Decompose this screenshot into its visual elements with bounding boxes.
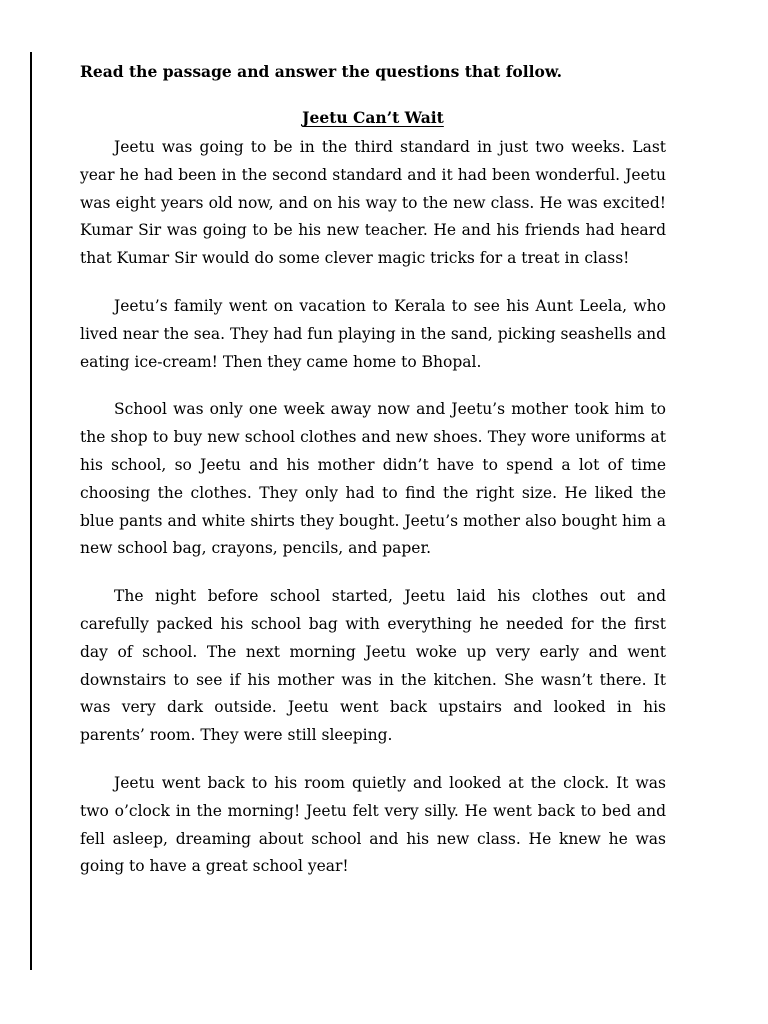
passage-paragraph-4: The night before school started, Jeetu laid his clothes out and carefully packed his school bag with everything he needed for the first day of school. The next morning Jeetu woke up very early and went downstairs to see if his mother was in the kitchen. She wasn’t there. It was very dark outside. Jeetu went back upstairs and looked in his parents’ room. They were still sleeping.	[80, 587, 666, 745]
passage-paragraph-3: School was only one week away now and Jeetu’s mother took him to the shop to buy new school clothes and new shoes. They wore uniforms at his school, so Jeetu and his mother didn’t have to spend a lot of time choosing the clothes. They only had to find the right size. He liked the blue pants and white shirts they bought. Jeetu’s mother also bought him a new school bag, crayons, pencils, and paper.	[80, 400, 666, 558]
passage-paragraph-2: Jeetu’s family went on vacation to Kerala to see his Aunt Leela, who lived near the sea. They had fun playing in the sand, picking seashells and eating ice-cream! Then they came home to Bhopal.	[80, 296, 666, 371]
passage-title: Jeetu Can’t Wait	[302, 108, 444, 127]
left-margin-rule	[30, 52, 32, 970]
instruction-text: Read the passage and answer the questions that follow.	[80, 62, 563, 81]
passage-paragraph-1: Jeetu was going to be in the third standard in just two weeks. Last year he had been in the second standard and it had been wonderful. Jeetu was eight years old now, and on his way to the new class. He was excited! Kumar Sir was going to be his new teacher. He and his friends had heard that Kumar Sir would do some clever magic tricks for a treat in class!	[80, 138, 666, 268]
passage-content	[80, 60, 666, 881]
passage-paragraph-5: Jeetu went back to his room quietly and looked at the clock. It was two o’clock in the morning! Jeetu felt very silly. He went back to bed and fell asleep, dreaming about school and his new class. He knew he was going to have a great school year!	[80, 773, 666, 876]
